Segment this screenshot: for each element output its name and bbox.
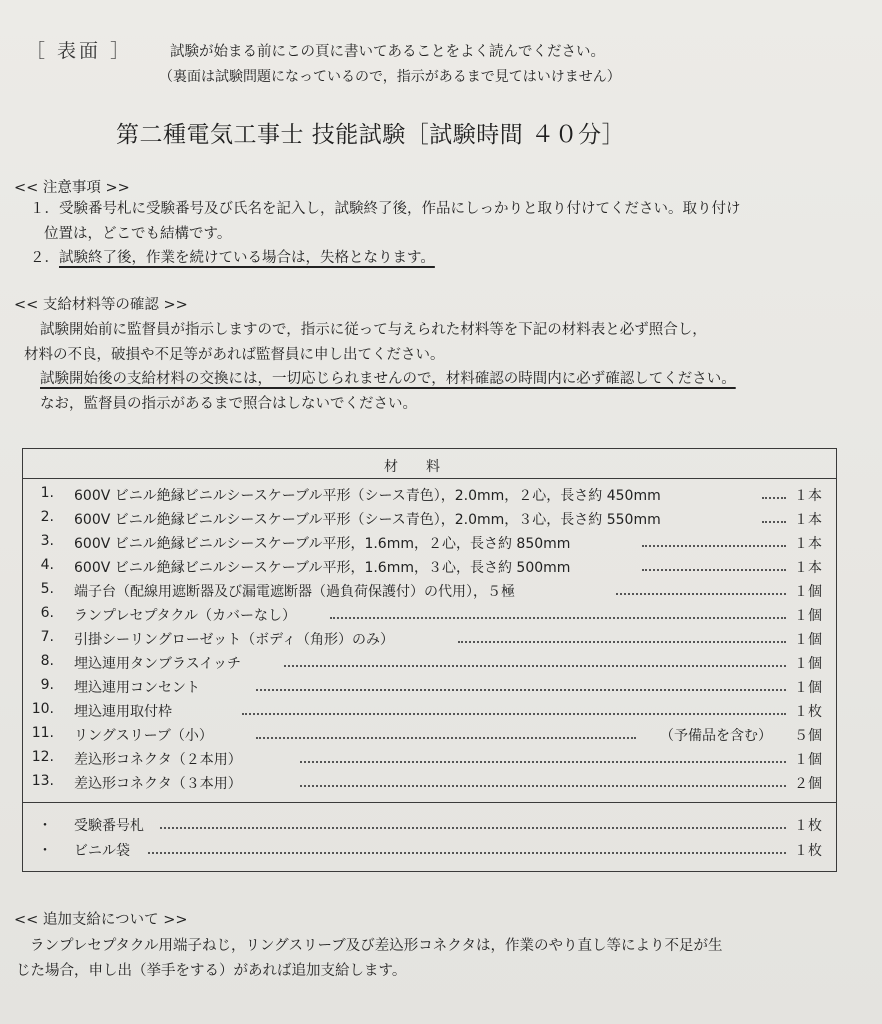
additional-line1: ランプレセプタクル用端子ねじ，リングスリーブ及び差込形コネクタは，作業のやり直し等により不足が生 — [30, 938, 723, 954]
leader-dots — [256, 737, 636, 739]
row-quantity: １個 — [794, 584, 822, 600]
leader-dots — [762, 497, 786, 499]
leader-dots — [242, 713, 786, 715]
row-quantity: １本 — [794, 512, 822, 528]
material-row — [30, 581, 830, 603]
leader-dots — [300, 785, 786, 787]
notes-item2 — [30, 246, 435, 267]
row-quantity: １本 — [794, 536, 822, 552]
leader-dots — [616, 593, 786, 595]
leader-dots — [642, 545, 786, 547]
leader-dots — [458, 641, 786, 643]
row-number: 3. — [40, 533, 54, 549]
material-row — [30, 749, 830, 771]
row-number: 4. — [40, 557, 54, 573]
row-text: 端子台（配線用遮断器及び漏電遮断器（過負荷保護付）の代用），５極 — [74, 584, 515, 600]
notes-item2-text: 試験終了後，作業を続けている場合は，失格となります。 — [59, 250, 435, 266]
notes-item1-line2: 位置は，どこでも結構です。 — [44, 226, 232, 242]
table-section-divider — [22, 802, 837, 803]
row-number: 8. — [40, 653, 54, 669]
row-number: 9. — [40, 677, 54, 693]
row-quantity: ５個 — [794, 728, 822, 744]
leader-dots — [160, 827, 786, 829]
row-quantity: １本 — [794, 488, 822, 504]
leader-dots — [284, 665, 786, 667]
row-quantity: １枚 — [794, 843, 822, 859]
row-quantity: １枚 — [794, 818, 822, 834]
additional-line2: じた場合，申し出（挙手をする）があれば追加支給します。 — [16, 963, 407, 979]
row-bullet: ・ — [38, 843, 52, 859]
row-text: ビニル袋 — [74, 843, 130, 859]
row-number: 5. — [40, 581, 54, 597]
extra-row — [30, 840, 830, 862]
row-quantity: １個 — [794, 632, 822, 648]
material-row — [30, 653, 830, 675]
row-text: 埋込連用タンブラスイッチ — [74, 656, 242, 672]
notes-heading: << 注意事項 >> — [14, 180, 130, 196]
row-text: 600V ビニル絶縁ビニルシースケーブル平形（シース青色），2.0mm，２心，長さ約 450mm — [74, 488, 661, 504]
material-row — [30, 485, 830, 507]
leader-dots — [642, 569, 786, 571]
row-number: 1. — [40, 485, 54, 501]
materials-check-line3: 試験開始後の支給材料の交換には，一切応じられませんので，材料確認の時間内に必ず確認してください。 — [40, 371, 736, 387]
row-text: 引掛シーリングローゼット（ボディ（角形）のみ） — [74, 632, 395, 648]
leader-dots — [762, 521, 786, 523]
row-quantity: ２個 — [794, 776, 822, 792]
page-title: 第二種電気工事士 技能試験［試験時間 ４０分］ — [116, 122, 626, 148]
row-text: リングスリーブ（小） — [74, 728, 213, 744]
material-row — [30, 701, 830, 723]
material-row — [30, 773, 830, 795]
notes-item2-prefix: ２． — [30, 250, 59, 266]
materials-check-line1: 試験開始前に監督員が指示しますので，指示に従って与えられた材料等を下記の材料表と必ず照合し， — [40, 322, 707, 338]
notes-item1-line1: １．受験番号札に受験番号及び氏名を記入し，試験終了後，作品にしっかりと取り付けてください。取り付け — [30, 201, 741, 217]
instruction-line-2: （裏面は試験問題になっているので，指示があるまで見てはいけません） — [159, 69, 621, 85]
row-number: 11. — [31, 725, 54, 741]
row-number: 6. — [40, 605, 54, 621]
row-text: 600V ビニル絶縁ビニルシースケーブル平形，1.6mm，３心，長さ約 500mm — [74, 560, 571, 576]
instruction-line-1: 試験が始まる前にこの頁に書いてあることをよく読んでください。 — [170, 44, 605, 60]
leader-dots — [256, 689, 786, 691]
table-header-divider — [22, 478, 837, 479]
row-text: 埋込連用コンセント — [74, 680, 200, 696]
row-quantity: １個 — [794, 608, 822, 624]
row-number: 13. — [31, 773, 54, 789]
row-note: （予備品を含む） — [660, 728, 772, 744]
material-row — [30, 725, 830, 747]
materials-check-heading: << 支給材料等の確認 >> — [14, 297, 188, 313]
row-text: 差込形コネクタ（３本用） — [74, 776, 242, 792]
leader-dots — [148, 852, 786, 854]
row-quantity: １個 — [794, 656, 822, 672]
row-text: 差込形コネクタ（２本用） — [74, 752, 242, 768]
leader-dots — [330, 617, 786, 619]
leader-dots — [300, 761, 786, 763]
material-row — [30, 629, 830, 651]
row-number: 12. — [31, 749, 54, 765]
row-number: 2. — [40, 509, 54, 525]
row-text: 600V ビニル絶縁ビニルシースケーブル平形（シース青色），2.0mm，３心，長さ約 550mm — [74, 512, 661, 528]
additional-heading: << 追加支給について >> — [14, 912, 188, 928]
row-quantity: １個 — [794, 680, 822, 696]
row-text: ランプレセプタクル（カバーなし） — [74, 608, 297, 624]
materials-table-title: 材料 — [384, 459, 468, 475]
row-quantity: １枚 — [794, 704, 822, 720]
row-text: 600V ビニル絶縁ビニルシースケーブル平形，1.6mm，２心，長さ約 850mm — [74, 536, 571, 552]
material-row — [30, 677, 830, 699]
material-row — [30, 605, 830, 627]
row-text: 埋込連用取付枠 — [74, 704, 172, 720]
side-label: ［ 表面 ］ — [26, 40, 133, 62]
row-text: 受験番号札 — [74, 818, 144, 834]
materials-check-line4: なお，監督員の指示があるまで照合はしないでください。 — [40, 396, 417, 412]
row-number: 10. — [31, 701, 54, 717]
materials-check-line2: 材料の不良，破損や不足等があれば監督員に申し出てください。 — [24, 347, 445, 363]
material-row — [30, 557, 830, 579]
row-quantity: １個 — [794, 752, 822, 768]
material-row — [30, 533, 830, 555]
row-bullet: ・ — [38, 818, 52, 834]
extra-row — [30, 815, 830, 837]
row-number: 7. — [40, 629, 54, 645]
material-row — [30, 509, 830, 531]
row-quantity: １本 — [794, 560, 822, 576]
